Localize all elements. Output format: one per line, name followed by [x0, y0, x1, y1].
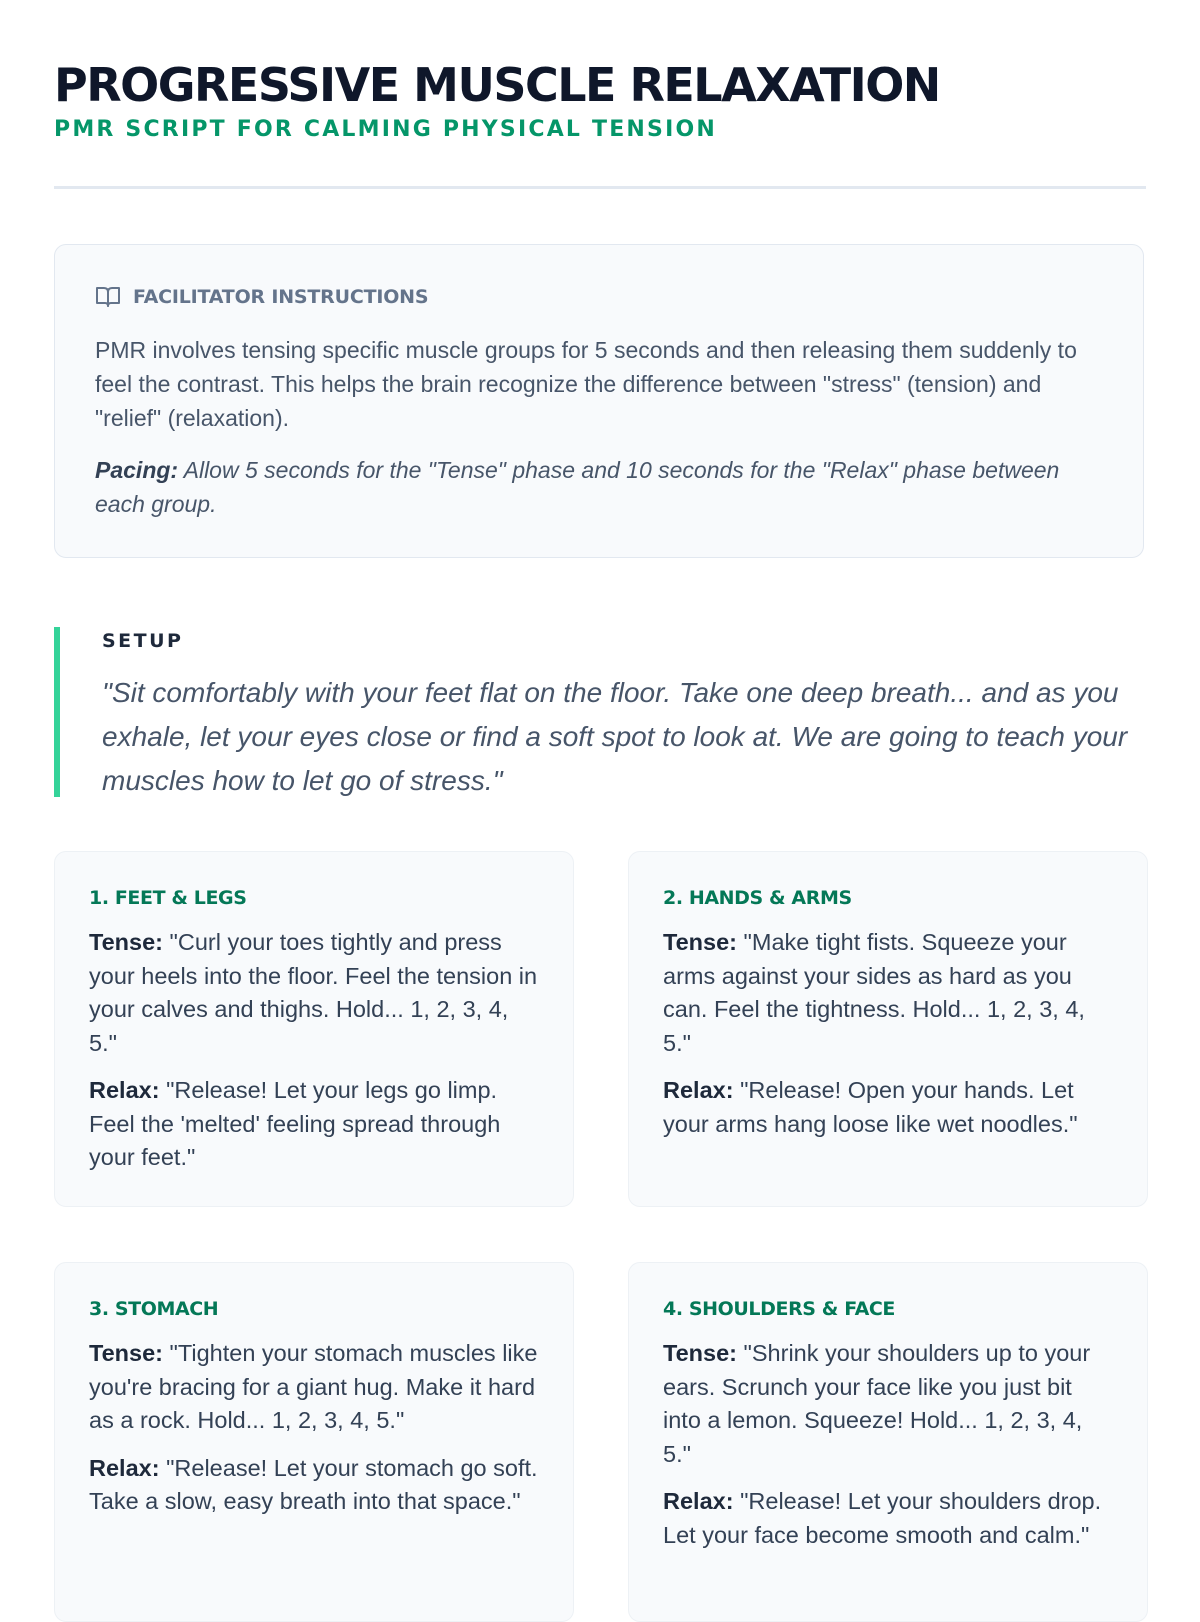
instructions-pacing — [95, 453, 1103, 521]
step-card-hands-arms — [628, 851, 1148, 1207]
tense-text: "Curl your toes tightly and press your heels into the floor. Feel the tension in your calves and thighs. Hold... 1, 2, 3, 4, 5." — [89, 929, 538, 1056]
tense-text: "Make tight fists. Squeeze your arms against your sides as hard as you can. Feel the tightness. Hold... 1, 2, 3, 4, 5." — [663, 929, 1085, 1056]
pacing-text: Allow 5 seconds for the "Tense" phase and 10 seconds for the "Relax" phase between each group. — [95, 457, 1060, 517]
setup-label: SETUP — [102, 630, 184, 652]
page-title: PROGRESSIVE MUSCLE RELAXATION — [54, 58, 940, 112]
step-title: 3. STOMACH — [89, 1298, 219, 1320]
step-card-shoulders-face — [628, 1262, 1148, 1622]
tense-label: Tense: — [89, 929, 163, 955]
step-tense — [663, 926, 1113, 1060]
step-tense — [89, 1337, 539, 1438]
step-title: 2. HANDS & ARMS — [663, 887, 852, 909]
facilitator-instructions-box — [54, 244, 1144, 558]
relax-label: Relax: — [89, 1077, 160, 1103]
instructions-label: FACILITATOR INSTRUCTIONS — [133, 286, 429, 308]
relax-label: Relax: — [89, 1454, 160, 1481]
relax-text: "Release! Let your legs go limp. Feel the 'melted' feeling spread through your feet." — [89, 1077, 501, 1170]
step-relax — [89, 1074, 539, 1175]
tense-text: "Shrink your shoulders up to your ears. Scrunch your face like you just bit into a lemon. Squeeze! Hold... 1, 2, 3, 4, 5." — [663, 1340, 1091, 1467]
relax-label: Relax: — [663, 1488, 734, 1514]
relax-text: "Release! Let your shoulders drop. Let your face become smooth and calm." — [663, 1488, 1102, 1548]
tense-text: "Tighten your stomach muscles like you're bracing for a giant hug. Make it hard as a rock. Hold... 1, 2, 3, 4, 5." — [89, 1340, 538, 1433]
step-relax — [663, 1074, 1113, 1141]
relax-text: "Release! Let your stomach go soft. Take a slow, easy breath into that space." — [89, 1454, 538, 1514]
tense-label: Tense: — [663, 929, 737, 955]
tense-label: Tense: — [663, 1340, 737, 1366]
step-tense — [89, 926, 539, 1060]
setup-quote — [54, 627, 1146, 797]
relax-label: Relax: — [663, 1077, 734, 1103]
step-title: 1. FEET & LEGS — [89, 887, 247, 909]
step-title: 4. SHOULDERS & FACE — [663, 1298, 896, 1320]
instructions-heading — [95, 285, 1103, 309]
pacing-label: Pacing: — [95, 457, 179, 483]
book-open-icon — [95, 285, 121, 309]
instructions-body: PMR involves tensing specific muscle groups for 5 seconds and then releasing them suddenly to feel the contrast. This helps the brain recognize the difference between "stress" (tension) and "relief" (relaxation). — [95, 337, 1077, 431]
setup-text: "Sit comfortably with your feet flat on the floor. Take one deep breath... and as you exhale, let your eyes close or find a soft spot to look at. We are going to teach your muscles how to let go of stress." — [102, 677, 1128, 796]
page-subtitle: PMR SCRIPT FOR CALMING PHYSICAL TENSION — [54, 117, 717, 142]
step-relax — [89, 1452, 539, 1519]
step-card-feet-legs — [54, 851, 574, 1207]
step-relax — [663, 1485, 1113, 1552]
step-tense — [663, 1337, 1113, 1471]
header-divider — [54, 186, 1146, 189]
relax-text: "Release! Open your hands. Let your arms hang loose like wet noodles." — [663, 1077, 1078, 1137]
step-card-stomach — [54, 1262, 574, 1622]
tense-label: Tense: — [89, 1340, 163, 1366]
